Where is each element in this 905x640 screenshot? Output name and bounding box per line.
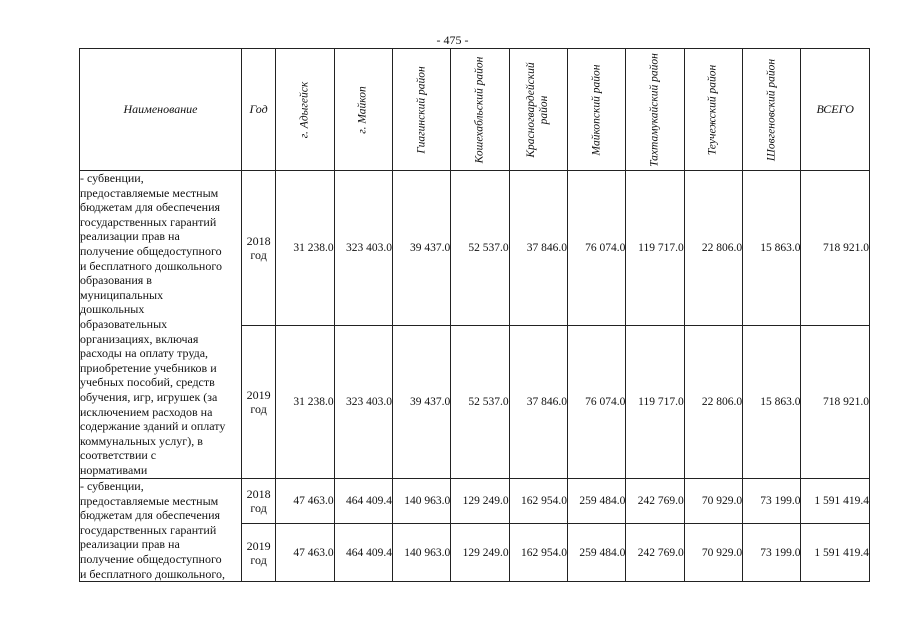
header-col-label: Гиагинский район	[415, 65, 428, 154]
header-col-maykopsky	[568, 49, 626, 171]
header-col-label: Красногвардейский район	[525, 61, 551, 158]
header-col-shovgenovsky	[743, 49, 801, 171]
cell-value: 242 769.0	[626, 524, 684, 582]
row-description: - субвенции, предоставляемые местным бюджетам для обеспечения государственных гарантий реализации прав на получение общедоступного и бесплатного дошкольного образования в муниципальных дошкольных образовательных организациях, включая расходы на оплату труда, приобретение учебников и учебных пособий, средств обучения, игр, игрушек (за исключением расходов на содержание зданий и оплату коммунальных услуг), в соответствии с нормативами	[80, 171, 242, 479]
header-row	[80, 49, 870, 171]
cell-value: 259 484.0	[568, 524, 626, 582]
header-col-teuchezhsky	[684, 49, 742, 171]
header-col-giaginsky	[392, 49, 450, 171]
cell-value: 323 403.0	[334, 326, 392, 479]
cell-value: 52 537.0	[451, 171, 509, 326]
cell-value: 47 463.0	[276, 524, 334, 582]
cell-value: 162 954.0	[509, 524, 567, 582]
cell-value: 242 769.0	[626, 479, 684, 524]
page-number: - 475 -	[436, 33, 469, 47]
cell-value: 129 249.0	[451, 479, 509, 524]
cell-value: 73 199.0	[743, 524, 801, 582]
cell-total: 1 591 419.4	[801, 479, 870, 524]
cell-value: 37 846.0	[509, 326, 567, 479]
cell-value: 129 249.0	[451, 524, 509, 582]
budget-table	[79, 48, 870, 582]
cell-value: 162 954.0	[509, 479, 567, 524]
cell-value: 31 238.0	[276, 171, 334, 326]
header-col-takhtamukaysky	[626, 49, 684, 171]
header-col-krasnogvardeysky	[509, 49, 567, 171]
cell-value: 73 199.0	[743, 479, 801, 524]
table-row	[80, 171, 870, 326]
cell-value: 119 717.0	[626, 171, 684, 326]
cell-total: 1 591 419.4	[801, 524, 870, 582]
cell-value: 323 403.0	[334, 171, 392, 326]
cell-value: 464 409.4	[334, 479, 392, 524]
cell-value: 52 537.0	[451, 326, 509, 479]
header-col-maykop-city	[334, 49, 392, 171]
cell-value: 22 806.0	[684, 171, 742, 326]
cell-value: 39 437.0	[392, 171, 450, 326]
cell-value: 464 409.4	[334, 524, 392, 582]
cell-total: 718 921.0	[801, 326, 870, 479]
row-year: 2019 год	[242, 326, 276, 479]
header-col-koshekhablsky	[451, 49, 509, 171]
cell-value: 47 463.0	[276, 479, 334, 524]
header-col-label: Шовгеновский район	[765, 58, 778, 161]
cell-value: 39 437.0	[392, 326, 450, 479]
header-col-label: Тахтамукайский район	[648, 52, 661, 167]
header-col-label: г. Майкоп	[356, 85, 369, 134]
header-year: Год	[242, 49, 276, 171]
cell-value: 70 929.0	[684, 524, 742, 582]
cell-value: 31 238.0	[276, 326, 334, 479]
row-year: 2018 год	[242, 479, 276, 524]
cell-total: 718 921.0	[801, 171, 870, 326]
cell-value: 140 963.0	[392, 524, 450, 582]
table-row	[80, 479, 870, 524]
row-year: 2019 год	[242, 524, 276, 582]
cell-value: 119 717.0	[626, 326, 684, 479]
cell-value: 15 863.0	[743, 326, 801, 479]
header-col-label: Кошехабльский район	[473, 56, 486, 163]
cell-value: 15 863.0	[743, 171, 801, 326]
cell-value: 140 963.0	[392, 479, 450, 524]
header-col-adygeysk	[276, 49, 334, 171]
row-year: 2018 год	[242, 171, 276, 326]
cell-value: 37 846.0	[509, 171, 567, 326]
header-name: Наименование	[80, 49, 242, 171]
header-total: ВСЕГО	[801, 49, 870, 171]
cell-value: 259 484.0	[568, 479, 626, 524]
cell-value: 70 929.0	[684, 479, 742, 524]
cell-value: 76 074.0	[568, 171, 626, 326]
cell-value: 22 806.0	[684, 326, 742, 479]
cell-value: 76 074.0	[568, 326, 626, 479]
header-col-label: Майкопский район	[590, 64, 603, 155]
header-col-label: г. Адыгейск	[298, 81, 311, 138]
row-description: - субвенции, предоставляемые местным бюджетам для обеспечения государственных гарантий реализации прав на получение общедоступного и бесплатного дошкольного,	[80, 479, 242, 582]
header-col-label: Теучежский район	[706, 64, 719, 155]
